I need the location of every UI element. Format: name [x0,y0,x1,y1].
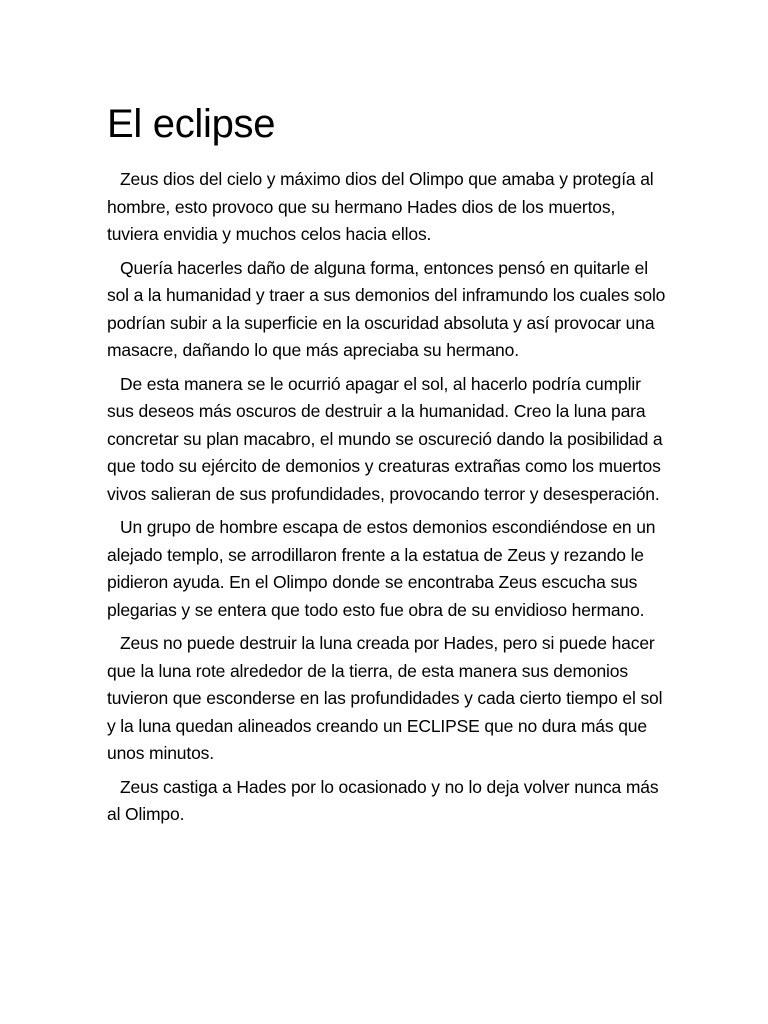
paragraph-1: Zeus dios del cielo y máximo dios del Olimpo que amaba y protegía al hombre, esto provoco que su hermano Hades dios de los muertos, tuviera envidia y muchos celos hacia ellos. [107,169,654,244]
paragraph-5: Zeus no puede destruir la luna creada por Hades, pero si puede hacer que la luna rote alrededor de la tierra, de esta manera sus demonios tuvieron que esconderse en las profundidades y cada cierto tiempo el sol y la luna quedan alineados creando un ECLIPSE que no dura más que unos minutos. [107,633,663,763]
document-body [107,96,667,835]
paragraph-4: Un grupo de hombre escapa de estos demonios escondiéndose en un alejado templo, se arrodillaron frente a la estatua de Zeus y rezando le pidieron ayuda. En el Olimpo donde se encontraba Zeus escucha sus plegarias y se entera que todo esto fue obra de su envidioso hermano. [107,517,656,620]
paragraph-6: Zeus castiga a Hades por lo ocasionado y no lo deja volver nunca más al Olimpo. [107,776,659,824]
paragraph-2: Quería hacerles daño de alguna forma, entonces pensó en quitarle el sol a la humanidad y traer a sus demonios del inframundo los cuales solo podrían subir a la superficie en la oscuridad absoluta y así provocar una masacre, dañando lo que más apreciaba su hermano. [107,257,666,360]
document-title: El eclipse [107,102,276,146]
paragraph-3: De esta manera se le ocurrió apagar el sol, al hacerlo podría cumplir sus deseos más oscuros de destruir a la humanidad. Creo la luna para concretar su plan macabro, el mundo se oscureció dando la posibilidad a que todo su ejército de demonios y creaturas extrañas como los muertos vivos salieran de sus profundidades, provocando terror y desesperación. [107,373,663,504]
